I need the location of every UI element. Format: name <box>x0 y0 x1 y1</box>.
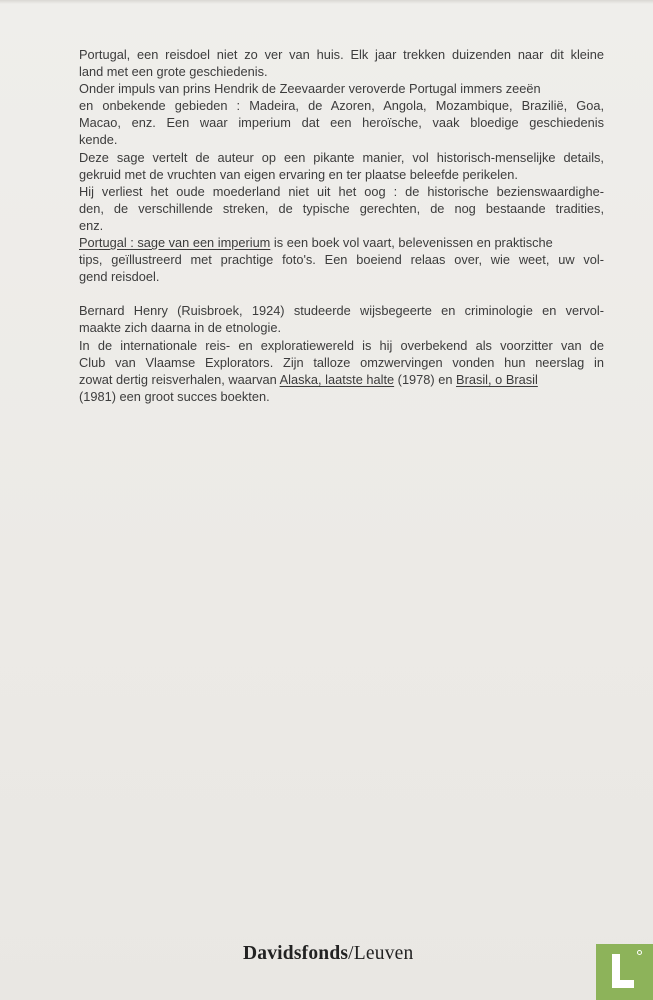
text-line <box>79 371 604 388</box>
text-line: Onder impuls van prins Hendrik de Zeevaarder veroverde Portugal immers zeeën <box>79 81 541 97</box>
text-line <box>79 234 604 251</box>
text-line: Deze sage vertelt de auteur op een pikante manier, vol historisch-menselijke details, <box>79 149 604 165</box>
text-fragment: zowat dertig reisverhalen, waarvan <box>79 371 280 387</box>
text-line: Bernard Henry (Ruisbroek, 1924) studeerde wijsbegeerte en criminologie en vervol- <box>79 303 604 319</box>
text-line: Portugal, een reisdoel niet zo ver van huis. Elk jaar trekken duizenden naar dit kleine <box>79 47 604 62</box>
book-title-brasil: Brasil, o Brasil <box>456 371 538 387</box>
text-line: maakte zich daarna in de etnologie. <box>79 320 282 336</box>
library-l-logo-icon <box>596 944 653 1000</box>
text-line: gend reisdoel. <box>79 269 160 285</box>
text-line: In de internationale reis- en exploratiewereld is hij overbekend als voorzitter van de <box>79 337 604 353</box>
book-title-alaska: Alaska, laatste halte <box>279 371 395 387</box>
text-line: kende. <box>79 132 118 148</box>
publisher-separator: / <box>348 943 354 964</box>
l-foot <box>612 980 634 988</box>
book-title-portugal: Portugal : sage van een imperium <box>79 235 271 251</box>
paragraph-gap <box>79 285 604 302</box>
author-biography <box>79 302 604 405</box>
publisher-city: Leuven <box>353 943 414 964</box>
text-line: den, de verschillende streken, de typische gerechten, de nog bestaande tradities, <box>79 200 604 216</box>
cover-top-edge <box>0 0 653 4</box>
l-letter-shape <box>612 954 634 988</box>
text-line: Hij verliest het oude moederland niet uit het oog : de historische bezienswaardighe- <box>79 183 604 199</box>
blurb-paragraph-portugal <box>79 46 604 285</box>
text-line: en onbekende gebieden : Madeira, de Azoren, Angola, Mozambique, Brazilië, Goa, <box>79 98 604 114</box>
registered-mark-icon <box>637 950 642 955</box>
text-line: tips, geïllustreerd met prachtige foto's. Een boeiend relaas over, wie weet, uw vol- <box>79 252 604 268</box>
text-line: Macao, enz. Een waar imperium dat een heroïsche, vaak bloedige geschiedenis <box>79 115 604 131</box>
publisher-imprint <box>243 943 413 965</box>
publisher-name: Davidsfonds <box>243 943 349 964</box>
text-line: land met een grote geschiedenis. <box>79 64 268 80</box>
text-fragment: (1978) en <box>394 371 457 387</box>
text-fragment: is een boek vol vaart, belevenissen en praktische <box>270 235 553 251</box>
blurb-text <box>79 46 604 405</box>
text-line: gekruid met de vruchten van eigen ervaring en ter plaatse beleefde perikelen. <box>79 166 518 182</box>
text-line: enz. <box>79 217 104 233</box>
text-line: Club van Vlaamse Explorators. Zijn talloze omzwervingen vonden hun neerslag in <box>79 354 604 370</box>
text-line: (1981) een groot succes boekten. <box>79 388 270 404</box>
